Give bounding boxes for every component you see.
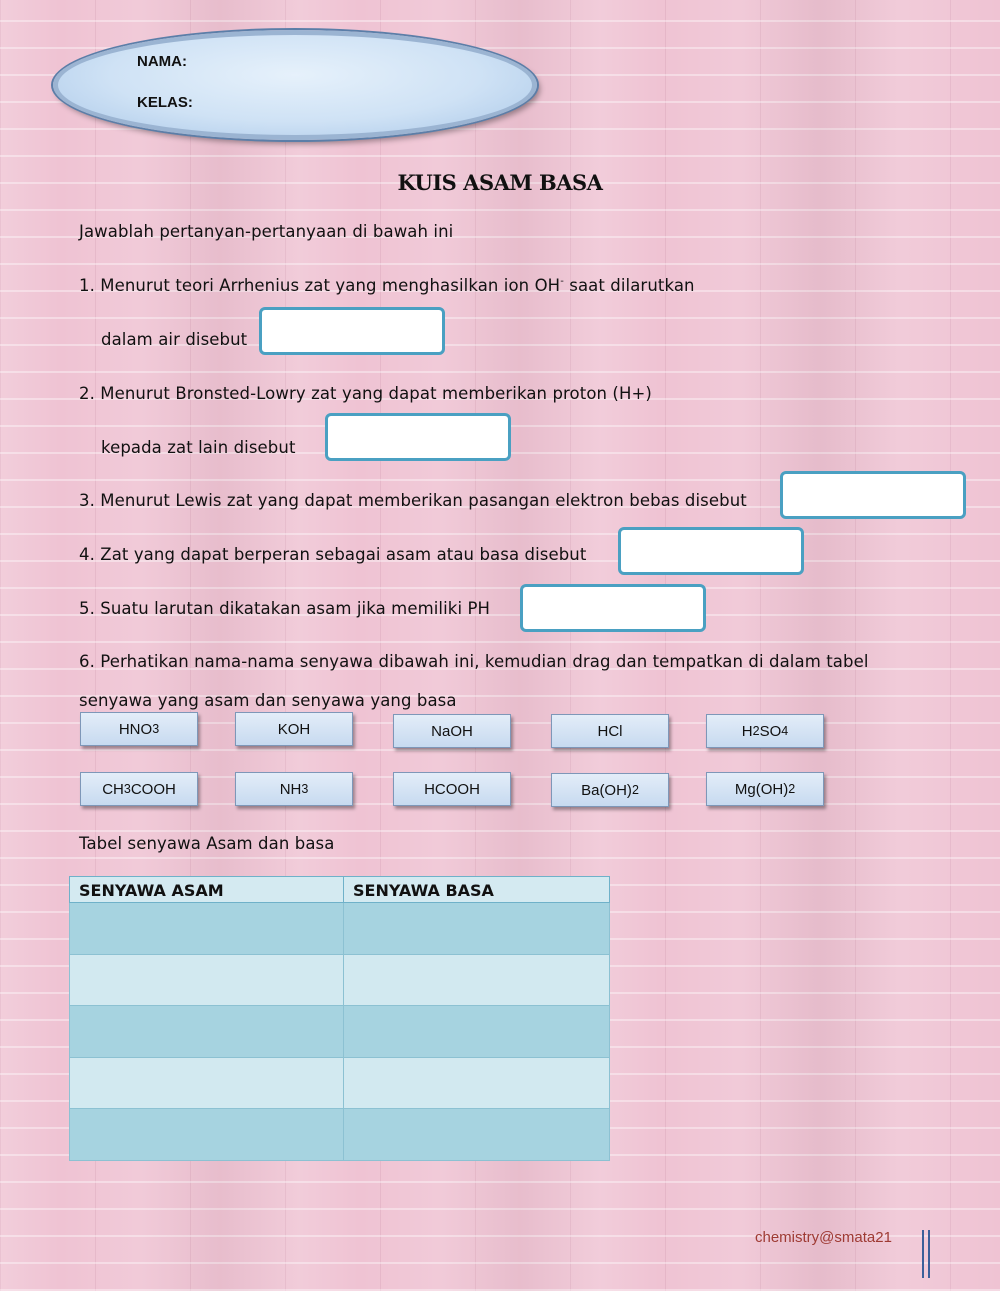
compound-chip-nh3[interactable]: NH 3 [235,772,353,806]
compound-chip-h2so4[interactable]: H 2 SO 4 [706,714,824,748]
compound-chip-koh[interactable]: KOH [235,712,353,746]
acid-drop-cell[interactable] [70,1109,344,1161]
compound-chip-hcl[interactable]: HCl [551,714,669,748]
answer-box-1[interactable] [259,307,445,355]
footer-credit: chemistry@smata21 [755,1229,892,1246]
base-drop-cell[interactable] [344,903,610,955]
table-caption: Tabel senyawa Asam dan basa [79,834,335,853]
base-drop-cell[interactable] [344,1057,610,1109]
acid-drop-cell[interactable] [70,1057,344,1109]
answer-box-2[interactable] [325,413,511,461]
compound-chip-mgoh2[interactable]: Mg(OH) 2 [706,772,824,806]
instruction-text: Jawablah pertanyan-pertanyaan di bawah ini [79,222,454,241]
answer-box-5[interactable] [520,584,706,632]
question-2-line-2: kepada zat lain disebut [101,438,296,457]
question-3: 3. Menurut Lewis zat yang dapat memberikan pasangan elektron bebas disebut [79,491,747,510]
nama-label: NAMA: [137,53,187,70]
header-acid: SENYAWA ASAM [70,877,344,903]
base-drop-cell[interactable] [344,954,610,1006]
acid-drop-cell[interactable] [70,1006,344,1058]
question-6-line-2: senyawa yang asam dan senyawa yang basa [79,691,457,710]
footer-divider [928,1230,930,1278]
answer-box-4[interactable] [618,527,804,575]
question-2-line-1: 2. Menurut Bronsted-Lowry zat yang dapat memberikan proton (H+) [79,384,652,403]
question-5: 5. Suatu larutan dikatakan asam jika memiliki PH [79,599,491,618]
acid-drop-cell[interactable] [70,954,344,1006]
question-6-line-1: 6. Perhatikan nama-nama senyawa dibawah ini, kemudian drag dan tempatkan di dalam tabel [79,652,869,671]
answer-box-3[interactable] [780,471,966,519]
footer-divider [922,1230,924,1278]
header-base: SENYAWA BASA [344,877,610,903]
question-1-line-2: dalam air disebut [101,330,248,349]
kelas-label: KELAS: [137,94,193,111]
compound-chip-ch3cooh[interactable]: CH 3 COOH [80,772,198,806]
question-1-line-1: 1. Menurut teori Arrhenius zat yang menghasilkan ion OH- saat dilarutkan [79,276,695,295]
question-4: 4. Zat yang dapat berperan sebagai asam atau basa disebut [79,545,587,564]
compound-chip-naoh[interactable]: NaOH [393,714,511,748]
compound-chip-baoh2[interactable]: Ba(OH) 2 [551,773,669,807]
compound-chip-hno3[interactable]: HNO 3 [80,712,198,746]
student-info-oval [53,30,537,140]
page-title: KUIS ASAM BASA [397,170,603,195]
acid-drop-cell[interactable] [70,903,344,955]
base-drop-cell[interactable] [344,1109,610,1161]
classification-table [69,876,610,1161]
base-drop-cell[interactable] [344,1006,610,1058]
compound-chip-hcooh[interactable]: HCOOH [393,772,511,806]
